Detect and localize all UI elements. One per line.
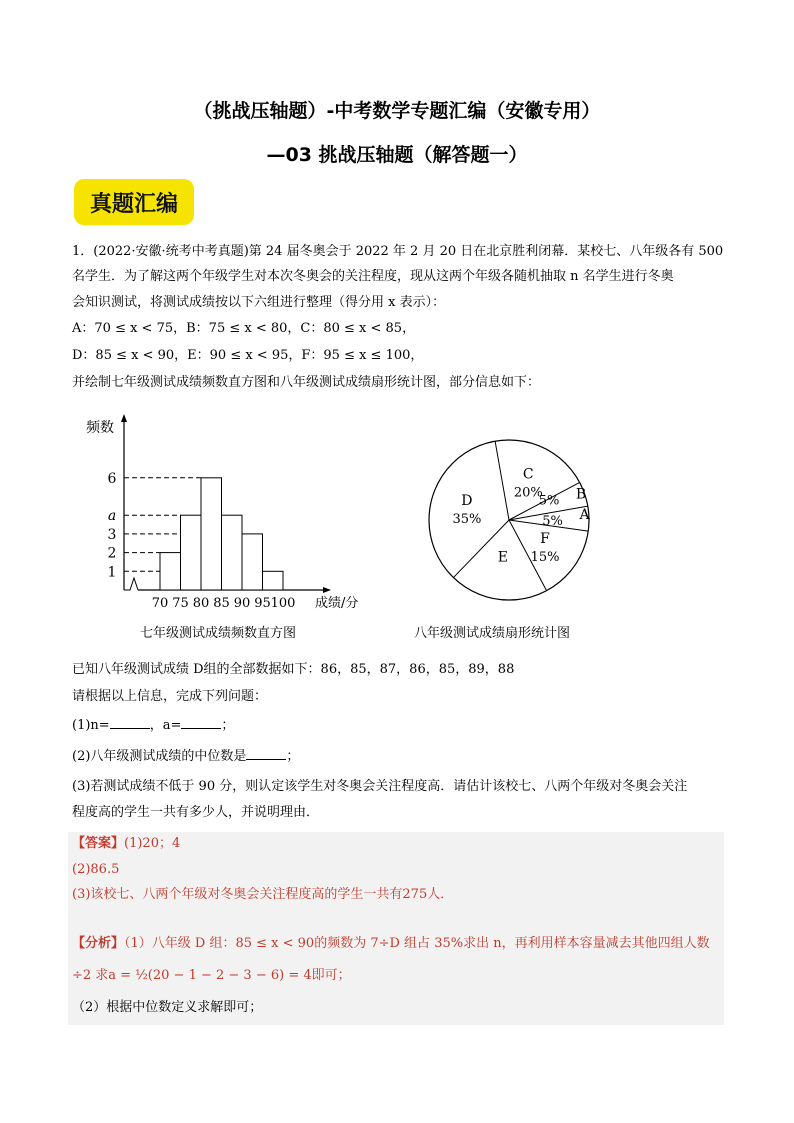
analysis-2: ÷2 求a = ½(20 − 1 − 2 − 3 − 6) = 4即可； [72,968,351,983]
sub-question-2 [72,744,732,769]
histogram-chart [78,410,398,615]
y-tick-label: 2 [107,545,117,562]
x-tick-label: 90 [233,596,251,611]
axis-break [124,578,138,590]
x-tick-label: 95 [254,596,271,611]
sub-question-1 [72,713,732,738]
pie-percent-label: 20% [513,485,543,501]
q2-prefix: (2)八年级测试成绩的中位数是 [72,749,247,764]
pie-slice-label: D [461,493,473,510]
x-tick-label: 100 [270,596,296,611]
y-axis-arrow [121,414,127,422]
answer-blank-n [110,716,150,729]
question-paragraph-1c: 会知识测试，将测试成绩按以下六组进行整理（得分用 x 表示）： [72,295,446,310]
question-paragraph-1a: 1．(2022·安徽·统考中考真题)第 24 届冬奥会于 2022 年 2 月 20 日在北京胜利闭幕．某校七、八年级各有 500 [72,244,724,259]
histogram-bar [160,553,181,590]
q1-mid: ，a= [149,718,182,733]
histogram-bar [201,478,222,590]
y-axis-label: 频数 [86,420,114,436]
answer-2: (2)86.5 [72,862,120,877]
answer-line-1 [72,832,180,856]
analysis-line-1 [72,932,710,956]
chart-intro: 并绘制七年级测试成绩频数直方图和八年级测试成绩扇形统计图，部分信息如下： [72,375,541,390]
pie-slice-label: F [540,531,550,548]
pie-percent-label: 5% [542,513,563,529]
answer-blank-median [246,747,286,760]
x-tick-label: 85 [213,596,230,611]
pie-slice-label: C [522,466,534,483]
analysis-1: （1）八年级 D 组：85 ≤ x < 90的频数为 7÷D 组占 35%求出 n，再利用样本容量减去其他四组人数 [124,936,710,951]
histogram-bar [222,515,243,590]
x-tick-label: 70 [151,596,169,611]
x-tick-label: 75 [172,596,189,611]
group-definitions-2: D：85 ≤ x < 90，E：90 ≤ x < 95，F：95 ≤ x ≤ 100， [72,348,424,363]
x-tick-label: 80 [192,596,210,611]
q1-prefix: (1)n= [72,718,110,733]
question-paragraph-1b: 名学生．为了解这两个年级学生对本次冬奥会的关注程度，现从这两个年级各随机抽取 n 名学生进行冬奥 [72,269,674,284]
histogram-bar [181,515,202,590]
doc-subtitle: —03 挑战压轴题（解答题一） [266,144,528,166]
instruction: 请根据以上信息，完成下列问题： [72,689,268,704]
answer-1: (1)20；4 [124,836,181,851]
y-tick-label: 1 [107,564,117,581]
pie-chart [425,430,600,605]
histogram-bar [263,571,284,590]
pie-slice-label: E [497,549,508,566]
doc-title: （挑战压轴题）-中考数学专题汇编（安徽专用） [193,100,601,122]
pie-percent-label: 15% [530,550,560,566]
sub-question-3a: (3)若测试成绩不低于 90 分，则认定该学生对冬奥会关注程度高．请估计该校七、八两个年级对冬奥会关注 [72,779,688,794]
group-definitions-1: A：70 ≤ x < 75，B：75 ≤ x < 80，C：80 ≤ x < 85， [72,321,416,336]
y-tick-label: 3 [107,526,117,543]
analysis-3: （2）根据中位数定义求解即可； [72,1000,263,1015]
answer-blank-a [181,716,221,729]
pie-slice-label: A [579,506,590,523]
histogram-bar [242,534,263,590]
section-badge: 真题汇编 [74,179,194,225]
sub-question-3b: 程度高的学生一共有多少人，并说明理由． [72,805,320,820]
histogram-caption: 七年级测试成绩频数直方图 [140,626,297,641]
answer-label: 【答案】 [72,836,125,851]
y-tick-label: a [107,508,117,525]
answer-3: (3)该校七、八两个年级对冬奥会关注程度高的学生一共有275人． [72,887,454,902]
q2-end: ； [286,749,300,764]
q1-end: ； [221,718,235,733]
pie-slice-label: B [575,486,587,503]
analysis-label: 【分析】 [72,936,125,951]
x-axis-arrow [323,587,331,593]
x-axis-label: 成绩/分 [315,596,359,611]
pie-percent-label: 5% [538,493,560,509]
d-group-data: 已知八年级测试成绩 D组的全部数据如下：86，85，87，86，85，89，88 [72,662,515,677]
pie-percent-label: 35% [452,512,482,528]
y-tick-label: 6 [107,470,117,487]
pie-caption: 八年级测试成绩扇形统计图 [414,626,571,641]
